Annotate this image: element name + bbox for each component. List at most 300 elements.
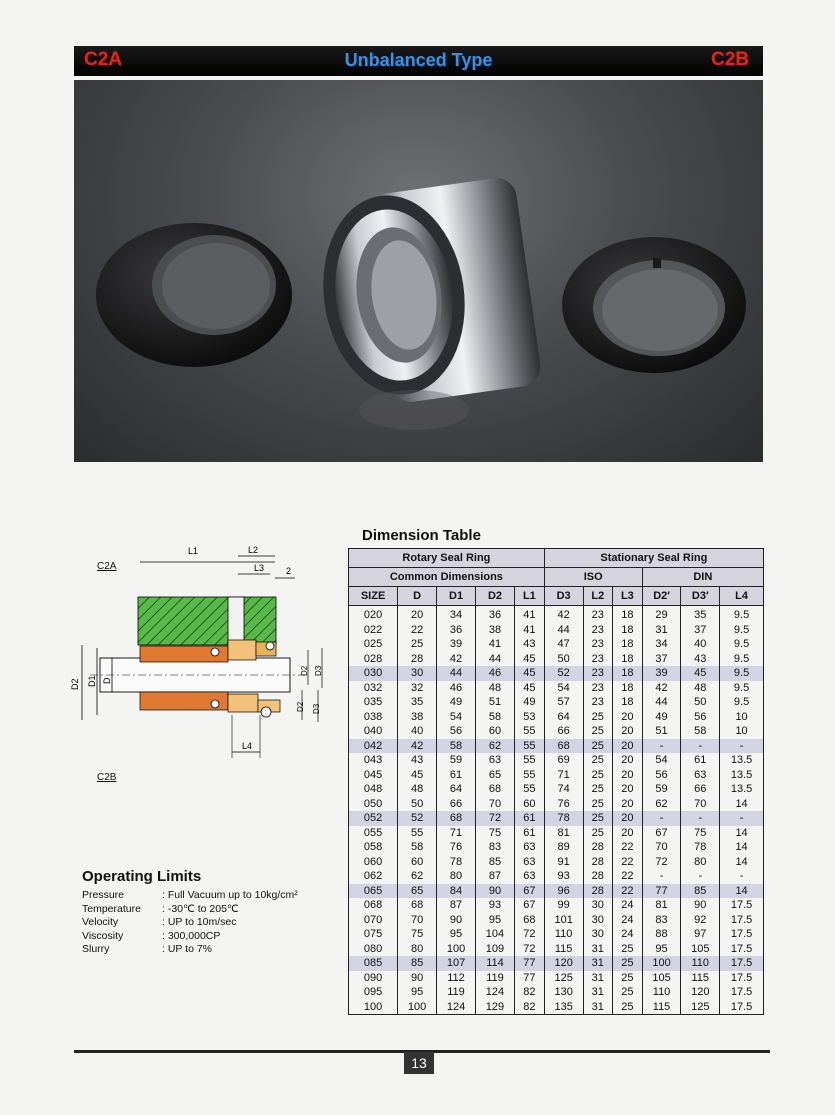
table-row xyxy=(349,855,764,870)
table-cell: 87 xyxy=(476,869,515,884)
table-cell: 22 xyxy=(613,840,643,855)
table-cell: 48 xyxy=(681,681,720,696)
table-cell: - xyxy=(681,739,720,754)
table-cell: - xyxy=(720,869,764,884)
table-cell: 58 xyxy=(398,840,437,855)
table-cell: 54 xyxy=(642,753,681,768)
table-cell: 112 xyxy=(437,971,476,986)
table-cell: 101 xyxy=(544,913,583,928)
table-cell: 14 xyxy=(720,840,764,855)
dim-l4: L4 xyxy=(242,741,253,751)
table-cell: 23 xyxy=(583,666,613,681)
table-cell: 55 xyxy=(514,768,544,783)
table-cell: 062 xyxy=(349,869,398,884)
table-cell: 70 xyxy=(681,797,720,812)
table-cell: 050 xyxy=(349,797,398,812)
table-cell: 42 xyxy=(437,652,476,667)
table-cell: 20 xyxy=(613,782,643,797)
table-cell: 31 xyxy=(583,985,613,1000)
table-cell: 43 xyxy=(681,652,720,667)
table-cell: 65 xyxy=(398,884,437,899)
left-rubber-seat xyxy=(96,223,292,367)
table-cell: 31 xyxy=(583,942,613,957)
op-row-temperature: Temperature : -30℃ to 205℃ xyxy=(82,902,239,915)
table-row xyxy=(349,797,764,812)
table-row xyxy=(349,606,764,623)
column-header: D2 xyxy=(476,587,515,606)
table-cell: 020 xyxy=(349,606,398,623)
table-cell: 068 xyxy=(349,898,398,913)
group-rotary: Rotary Seal Ring xyxy=(349,549,545,568)
table-cell: 37 xyxy=(681,623,720,638)
table-cell: 040 xyxy=(349,724,398,739)
table-cell: 18 xyxy=(613,623,643,638)
table-cell: 89 xyxy=(544,840,583,855)
table-cell: 77 xyxy=(514,956,544,971)
table-cell: 62 xyxy=(642,797,681,812)
table-row xyxy=(349,681,764,696)
table-cell: 54 xyxy=(437,710,476,725)
table-cell: 55 xyxy=(514,724,544,739)
table-cell: 95 xyxy=(642,942,681,957)
dim-d2-stat: D2 xyxy=(300,665,309,676)
table-row xyxy=(349,782,764,797)
table-cell: 56 xyxy=(681,710,720,725)
table-cell: 114 xyxy=(476,956,515,971)
table-cell: 18 xyxy=(613,606,643,623)
table-cell: 44 xyxy=(544,623,583,638)
table-cell: 34 xyxy=(437,606,476,623)
table-cell: 99 xyxy=(544,898,583,913)
table-cell: - xyxy=(720,739,764,754)
table-cell: 22 xyxy=(613,869,643,884)
table-cell: 105 xyxy=(681,942,720,957)
table-cell: 46 xyxy=(437,681,476,696)
table-cell: 25 xyxy=(583,739,613,754)
op-row-viscosity: Viscosity : 300,000CP xyxy=(82,929,221,942)
table-cell: 109 xyxy=(476,942,515,957)
table-cell: 68 xyxy=(398,898,437,913)
table-cell: 68 xyxy=(544,739,583,754)
group-stationary: Stationary Seal Ring xyxy=(544,549,763,568)
op-row-velocity: Velocity : UP to 10m/sec xyxy=(82,916,237,928)
table-row xyxy=(349,927,764,942)
table-cell: 53 xyxy=(514,710,544,725)
table-cell: 67 xyxy=(514,884,544,899)
table-cell: 76 xyxy=(437,840,476,855)
table-cell: 25 xyxy=(583,724,613,739)
op-row-slurry: Slurry : UP to 7% xyxy=(82,943,212,955)
table-cell: 39 xyxy=(437,637,476,652)
table-cell: 13.5 xyxy=(720,782,764,797)
table-cell: 24 xyxy=(613,898,643,913)
table-cell: 97 xyxy=(681,927,720,942)
table-cell: 25 xyxy=(398,637,437,652)
table-cell: 41 xyxy=(514,606,544,623)
table-row xyxy=(349,724,764,739)
table-cell: 25 xyxy=(613,1000,643,1015)
table-cell: 55 xyxy=(514,782,544,797)
table-cell: 25 xyxy=(583,753,613,768)
table-cell: 84 xyxy=(437,884,476,899)
table-cell: 80 xyxy=(398,942,437,957)
table-cell: 135 xyxy=(544,1000,583,1015)
table-row xyxy=(349,869,764,884)
table-row xyxy=(349,753,764,768)
table-cell: 20 xyxy=(613,768,643,783)
dim-l1: L1 xyxy=(188,546,199,556)
table-row xyxy=(349,811,764,826)
table-cell: 61 xyxy=(681,753,720,768)
table-cell: 075 xyxy=(349,927,398,942)
table-cell: 69 xyxy=(544,753,583,768)
table-cell: 30 xyxy=(398,666,437,681)
dim-d3-bottom: D3 xyxy=(312,703,321,714)
table-cell: 45 xyxy=(514,666,544,681)
table-cell: 070 xyxy=(349,913,398,928)
table-cell: 85 xyxy=(476,855,515,870)
table-cell: 51 xyxy=(642,724,681,739)
column-header: D3′ xyxy=(681,587,720,606)
table-cell: 57 xyxy=(544,695,583,710)
table-cell: 30 xyxy=(583,913,613,928)
table-cell: 44 xyxy=(437,666,476,681)
table-cell: 14 xyxy=(720,826,764,841)
table-cell: 71 xyxy=(544,768,583,783)
column-header: L4 xyxy=(720,587,764,606)
table-cell: 46 xyxy=(476,666,515,681)
table-row xyxy=(349,695,764,710)
table-cell: 29 xyxy=(642,606,681,623)
table-cell: 25 xyxy=(613,942,643,957)
table-cell: 28 xyxy=(583,869,613,884)
table-cell: 78 xyxy=(681,840,720,855)
table-cell: 58 xyxy=(681,724,720,739)
table-cell: 68 xyxy=(476,782,515,797)
table-cell: 115 xyxy=(544,942,583,957)
table-row xyxy=(349,623,764,638)
table-row xyxy=(349,1000,764,1015)
table-cell: 55 xyxy=(514,753,544,768)
table-cell: 129 xyxy=(476,1000,515,1015)
drawing-label-c2a: C2A xyxy=(97,561,117,572)
table-cell: 90 xyxy=(437,913,476,928)
table-cell: 67 xyxy=(514,898,544,913)
column-header: D1 xyxy=(437,587,476,606)
table-cell: 9.5 xyxy=(720,637,764,652)
table-cell: 20 xyxy=(398,606,437,623)
column-header: L3 xyxy=(613,587,643,606)
table-cell: 59 xyxy=(642,782,681,797)
table-cell: 043 xyxy=(349,753,398,768)
table-cell: 72 xyxy=(514,942,544,957)
table-cell: 44 xyxy=(476,652,515,667)
table-cell: 54 xyxy=(544,681,583,696)
table-cell: 31 xyxy=(583,1000,613,1015)
table-cell: 63 xyxy=(681,768,720,783)
table-cell: 51 xyxy=(476,695,515,710)
table-cell: 35 xyxy=(681,606,720,623)
table-row xyxy=(349,956,764,971)
table-cell: 9.5 xyxy=(720,606,764,623)
table-cell: 37 xyxy=(642,652,681,667)
table-cell: 41 xyxy=(514,623,544,638)
table-cell: 85 xyxy=(681,884,720,899)
table-cell: 080 xyxy=(349,942,398,957)
dim-d3-stat: D3 xyxy=(314,665,323,676)
column-header: SIZE xyxy=(349,587,398,606)
table-cell: 9.5 xyxy=(720,666,764,681)
table-row xyxy=(349,971,764,986)
table-cell: 105 xyxy=(642,971,681,986)
table-cell: 100 xyxy=(349,1000,398,1015)
table-row xyxy=(349,652,764,667)
table-cell: 9.5 xyxy=(720,652,764,667)
table-cell: 70 xyxy=(642,840,681,855)
table-cell: 66 xyxy=(437,797,476,812)
table-cell: 75 xyxy=(476,826,515,841)
table-cell: 18 xyxy=(613,695,643,710)
table-cell: 055 xyxy=(349,826,398,841)
table-cell: 49 xyxy=(514,695,544,710)
table-cell: 125 xyxy=(544,971,583,986)
table-cell: 38 xyxy=(398,710,437,725)
table-cell: 78 xyxy=(437,855,476,870)
table-cell: 48 xyxy=(476,681,515,696)
table-cell: 71 xyxy=(437,826,476,841)
table-cell: 82 xyxy=(514,985,544,1000)
table-cell: 13.5 xyxy=(720,768,764,783)
table-cell: 060 xyxy=(349,855,398,870)
table-cell: 80 xyxy=(681,855,720,870)
table-cell: 75 xyxy=(398,927,437,942)
product-photo xyxy=(74,80,763,462)
table-cell: 28 xyxy=(583,840,613,855)
table-row xyxy=(349,768,764,783)
table-cell: 90 xyxy=(476,884,515,899)
table-cell: 20 xyxy=(613,797,643,812)
table-cell: 25 xyxy=(583,826,613,841)
table-cell: 090 xyxy=(349,971,398,986)
table-cell: 025 xyxy=(349,637,398,652)
table-cell: 100 xyxy=(398,1000,437,1015)
table-cell: 25 xyxy=(613,985,643,1000)
table-cell: 41 xyxy=(476,637,515,652)
table-cell: 67 xyxy=(642,826,681,841)
table-cell: 40 xyxy=(681,637,720,652)
table-cell: 17.5 xyxy=(720,971,764,986)
table-cell: 119 xyxy=(437,985,476,1000)
table-cell: 39 xyxy=(642,666,681,681)
table-cell: 55 xyxy=(514,739,544,754)
table-cell: 85 xyxy=(398,956,437,971)
table-cell: 31 xyxy=(583,956,613,971)
table-cell: 120 xyxy=(544,956,583,971)
table-cell: 38 xyxy=(476,623,515,638)
table-row xyxy=(349,637,764,652)
dim-l3: L3 xyxy=(254,563,265,573)
banner-left-label: C2A xyxy=(84,49,123,70)
table-cell: 25 xyxy=(583,811,613,826)
table-row xyxy=(349,898,764,913)
table-cell: 115 xyxy=(681,971,720,986)
table-cell: 10 xyxy=(720,710,764,725)
table-cell: 110 xyxy=(642,985,681,1000)
table-cell: 63 xyxy=(514,855,544,870)
table-cell: 58 xyxy=(476,710,515,725)
table-cell: 120 xyxy=(681,985,720,1000)
table-cell: 55 xyxy=(398,826,437,841)
table-cell: 91 xyxy=(544,855,583,870)
table-cell: 28 xyxy=(583,884,613,899)
table-cell: 100 xyxy=(642,956,681,971)
table-cell: 17.5 xyxy=(720,1000,764,1015)
dim-d2-bottom: D2 xyxy=(296,701,305,712)
table-cell: 25 xyxy=(613,956,643,971)
table-cell: 83 xyxy=(642,913,681,928)
seal-cross-section-drawing xyxy=(70,540,335,790)
table-cell: 61 xyxy=(514,826,544,841)
table-cell: 45 xyxy=(398,768,437,783)
column-header: D xyxy=(398,587,437,606)
table-cell: 124 xyxy=(476,985,515,1000)
table-cell: 77 xyxy=(642,884,681,899)
column-header: D3 xyxy=(544,587,583,606)
column-header: L1 xyxy=(514,587,544,606)
banner-right-label: C2B xyxy=(710,49,749,70)
op-row-pressure: Pressure : Full Vacuum up to 10kg/cm² xyxy=(82,889,298,901)
table-cell: 104 xyxy=(476,927,515,942)
table-cell: 24 xyxy=(613,913,643,928)
table-cell: 58 xyxy=(437,739,476,754)
table-cell: 88 xyxy=(642,927,681,942)
table-cell: - xyxy=(681,869,720,884)
table-cell: 60 xyxy=(398,855,437,870)
table-cell: 77 xyxy=(514,971,544,986)
table-cell: 065 xyxy=(349,884,398,899)
table-cell: 17.5 xyxy=(720,942,764,957)
table-cell: 66 xyxy=(544,724,583,739)
table-cell: - xyxy=(642,811,681,826)
table-cell: 96 xyxy=(544,884,583,899)
table-cell: 31 xyxy=(642,623,681,638)
table-cell: 81 xyxy=(642,898,681,913)
dim-2: 2 xyxy=(286,566,292,576)
table-cell: 90 xyxy=(681,898,720,913)
table-cell: 14 xyxy=(720,797,764,812)
table-cell: 115 xyxy=(642,1000,681,1015)
table-cell: 50 xyxy=(398,797,437,812)
table-cell: 17.5 xyxy=(720,898,764,913)
table-cell: 66 xyxy=(681,782,720,797)
table-cell: 56 xyxy=(642,768,681,783)
table-cell: 20 xyxy=(613,811,643,826)
sub-common: Common Dimensions xyxy=(349,568,545,587)
table-cell: 56 xyxy=(437,724,476,739)
table-cell: 64 xyxy=(544,710,583,725)
table-cell: 63 xyxy=(476,753,515,768)
table-cell: 78 xyxy=(544,811,583,826)
table-cell: 030 xyxy=(349,666,398,681)
table-cell: 45 xyxy=(681,666,720,681)
table-cell: 52 xyxy=(398,811,437,826)
table-cell: 23 xyxy=(583,695,613,710)
table-cell: 048 xyxy=(349,782,398,797)
table-cell: 36 xyxy=(476,606,515,623)
table-cell: 60 xyxy=(476,724,515,739)
dim-l2: L2 xyxy=(248,545,259,555)
table-cell: 25 xyxy=(583,797,613,812)
table-cell: 25 xyxy=(583,782,613,797)
table-cell: 61 xyxy=(437,768,476,783)
table-cell: 45 xyxy=(514,681,544,696)
table-cell: 95 xyxy=(398,985,437,1000)
table-cell: 76 xyxy=(544,797,583,812)
table-cell: 68 xyxy=(514,913,544,928)
table-cell: 60 xyxy=(514,797,544,812)
dimension-table-body xyxy=(349,606,764,1015)
table-cell: 95 xyxy=(437,927,476,942)
table-cell: 042 xyxy=(349,739,398,754)
table-cell: 20 xyxy=(613,739,643,754)
banner-title: Unbalanced Type xyxy=(344,50,493,70)
table-row xyxy=(349,826,764,841)
table-cell: 20 xyxy=(613,724,643,739)
table-cell: 13.5 xyxy=(720,753,764,768)
table-cell: 70 xyxy=(476,797,515,812)
table-cell: 20 xyxy=(613,710,643,725)
table-cell: 20 xyxy=(613,753,643,768)
table-cell: 9.5 xyxy=(720,695,764,710)
table-cell: 87 xyxy=(437,898,476,913)
table-cell: 23 xyxy=(583,606,613,623)
operating-limits-list xyxy=(82,889,298,957)
table-cell: 038 xyxy=(349,710,398,725)
table-cell: 43 xyxy=(514,637,544,652)
table-cell: 23 xyxy=(583,652,613,667)
table-row xyxy=(349,710,764,725)
table-cell: 52 xyxy=(544,666,583,681)
table-cell: 63 xyxy=(514,869,544,884)
table-cell: - xyxy=(642,739,681,754)
table-cell: 028 xyxy=(349,652,398,667)
table-row xyxy=(349,739,764,754)
central-seal-assembly xyxy=(311,176,543,430)
table-cell: 052 xyxy=(349,811,398,826)
table-cell: 25 xyxy=(583,768,613,783)
table-cell: 17.5 xyxy=(720,927,764,942)
table-cell: 70 xyxy=(398,913,437,928)
table-cell: 35 xyxy=(398,695,437,710)
table-cell: 22 xyxy=(613,855,643,870)
table-cell: 62 xyxy=(398,869,437,884)
table-cell: 23 xyxy=(583,681,613,696)
table-cell: 14 xyxy=(720,884,764,899)
table-cell: 17.5 xyxy=(720,985,764,1000)
table-row xyxy=(349,666,764,681)
table-row xyxy=(349,942,764,957)
table-row xyxy=(349,840,764,855)
table-cell: 93 xyxy=(476,898,515,913)
table-row xyxy=(349,884,764,899)
table-cell: 31 xyxy=(583,971,613,986)
column-header: L2 xyxy=(583,587,613,606)
dimension-table xyxy=(348,548,764,1015)
table-cell: 28 xyxy=(583,855,613,870)
dim-d2: D2 xyxy=(70,678,80,690)
dim-d1: D1 xyxy=(87,675,97,687)
table-cell: 64 xyxy=(437,782,476,797)
